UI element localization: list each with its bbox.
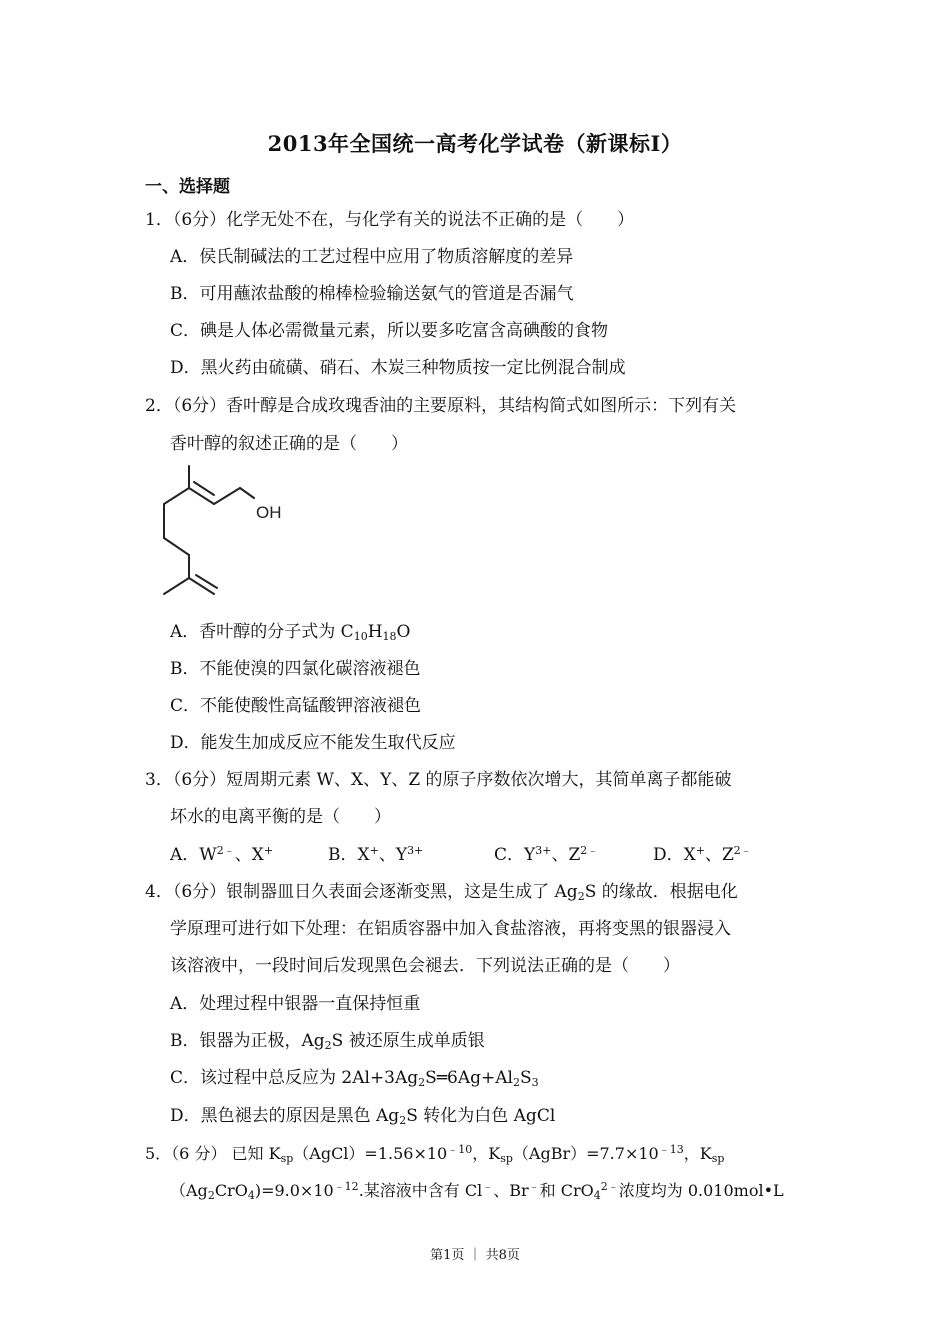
hydroxyl-label: OH: [256, 503, 282, 522]
q2-option-d: D．能发生加成反应不能发生取代反应: [170, 733, 456, 753]
section-heading: 一、选择题: [145, 177, 230, 197]
q2-option-c: C．不能使酸性高锰酸钾溶液褪色: [170, 696, 422, 716]
q3-stem-line2: 坏水的电离平衡的是（ ）: [170, 807, 391, 827]
q2-stem-line1: 2．（6分）香叶醇是合成玫瑰香油的主要原料，其结构简式如图所示：下列有关: [145, 396, 737, 416]
q2-option-b: B．不能使溴的四氯化碳溶液褪色: [170, 659, 421, 679]
q4-option-d: D．黑色褪去的原因是黑色 $Ag_2S$ 转化为白色 AgCl: [170, 1106, 556, 1127]
q3-option-d: D．X+、$Z^{2﹣}$: [653, 844, 752, 865]
q4-option-c: C．该过程中总反应为 $2Al+3Ag_2S═6Ag+Al_2S_3$: [170, 1068, 539, 1089]
q3-option-c: C．$Y^{3+}$、$Z^{2﹣}$: [494, 844, 599, 865]
page-title: 2013年全国统一高考化学试卷（新课标I）: [267, 131, 683, 156]
q5-stem-line1: 5．（6 分） 已知 $K_{sp}(AgCl)=1.56\times 10^{﹣10}$，$K_{sp}(AgBr)=7.7\times 10^{﹣13}$，$K_{sp}$: [145, 1143, 725, 1165]
page-footer: 第1页 ｜ 共8页: [430, 1248, 520, 1263]
q3-stem-line1: 3．（6分）短周期元素 W、X、Y、Z 的原子序数依次增大，其简单离子都能破: [145, 770, 732, 790]
q2-option-a: A．香叶醇的分子式为 $C_{10}H_{18}O$: [170, 622, 411, 643]
q4-option-b: B．银器为正极，$Ag_2S$ 被还原生成单质银: [170, 1031, 485, 1052]
q1-option-b: B．可用蘸浓盐酸的棉棒检验输送氨气的管道是否漏气: [170, 284, 574, 304]
q4-stem-line2: 学原理可进行如下处理：在铝质容器中加入食盐溶液，再将变黑的银器浸入: [170, 919, 731, 939]
q4-option-a: A．处理过程中银器一直保持恒重: [170, 994, 421, 1014]
q4-stem-line1: 4．（6分）银制器皿日久表面会逐渐变黑，这是生成了 $Ag_2S$ 的缘故．根据电化: [145, 882, 738, 903]
geraniol-structure-diagram: [150, 462, 300, 604]
q1-option-c: C．碘是人体必需微量元素，所以要多吃富含高碘酸的食物: [170, 321, 609, 341]
q1-option-a: A．侯氏制碱法的工艺过程中应用了物质溶解度的差异: [170, 247, 574, 267]
q3-option-b: B．X+、$Y^{3+}$: [328, 844, 424, 865]
q1-option-d: D．黑火药由硫磺、硝石、木炭三种物质按一定比例混合制成: [170, 358, 626, 378]
q1-stem: 1．（6分）化学无处不在，与化学有关的说法不正确的是（ ）: [145, 210, 635, 230]
q5-stem-line2: $(Ag_2CrO_4)=9.0\times 10^{﹣12}$.某溶液中含有 Cl﹣、Br﹣和 CrO$_4^{2﹣}$浓度均为 0.010mol•L: [170, 1180, 784, 1202]
q2-stem-line2: 香叶醇的叙述正确的是（ ）: [170, 434, 408, 454]
q4-stem-line3: 该溶液中，一段时间后发现黑色会褪去．下列说法正确的是（ ）: [170, 956, 680, 976]
q3-option-a: A．$W^{2﹣}$、X+: [170, 844, 274, 865]
